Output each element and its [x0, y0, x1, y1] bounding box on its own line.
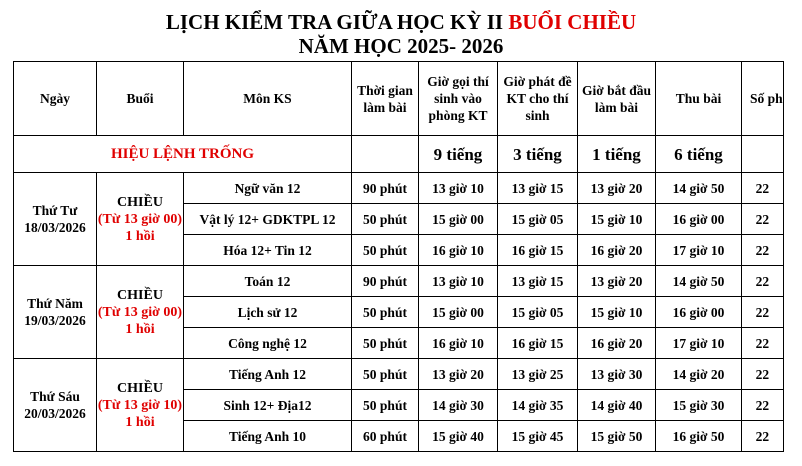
subject-cell: Vật lý 12+ GDKTPL 12 — [184, 204, 352, 235]
start-time-cell: 15 giờ 10 — [578, 204, 656, 235]
subject-cell: Toán 12 — [184, 266, 352, 297]
collect-time-cell: 15 giờ 30 — [656, 390, 742, 421]
start-time-cell: 13 giờ 30 — [578, 359, 656, 390]
day-date: 19/03/2026 — [24, 313, 86, 328]
signal-start: 1 tiếng — [578, 136, 656, 173]
rooms-cell: 22 — [742, 359, 784, 390]
duration-cell: 50 phút — [352, 235, 419, 266]
header-subject: Môn KS — [184, 62, 352, 136]
header-call-time: Giờ gọi thí sinh vào phòng KT — [419, 62, 498, 136]
distribute-time-cell: 16 giờ 15 — [498, 328, 578, 359]
signal-label: HIỆU LỆNH TRỐNG — [14, 136, 352, 173]
exam-schedule-table — [13, 61, 784, 452]
table-row — [14, 359, 784, 390]
session-signal: 1 hồi — [125, 414, 155, 430]
rooms-cell: 22 — [742, 173, 784, 204]
table-row — [14, 173, 784, 204]
header-duration: Thời gian làm bài — [352, 62, 419, 136]
call-time-cell: 16 giờ 10 — [419, 235, 498, 266]
session-cell — [97, 173, 184, 266]
header-start-time: Giờ bắt đầu làm bài — [578, 62, 656, 136]
collect-time-cell: 16 giờ 00 — [656, 297, 742, 328]
duration-cell: 90 phút — [352, 173, 419, 204]
duration-cell: 50 phút — [352, 390, 419, 421]
session-name: CHIỀU — [117, 287, 163, 303]
header-session: Buổi — [97, 62, 184, 136]
call-time-cell: 15 giờ 40 — [419, 421, 498, 452]
rooms-cell: 22 — [742, 328, 784, 359]
title-highlight: BUỔI CHIỀU — [508, 10, 637, 34]
collect-time-cell: 14 giờ 20 — [656, 359, 742, 390]
day-name: Thứ Năm — [27, 296, 83, 311]
distribute-time-cell: 15 giờ 45 — [498, 421, 578, 452]
duration-cell: 50 phút — [352, 359, 419, 390]
distribute-time-cell: 15 giờ 05 — [498, 204, 578, 235]
table-header-row — [14, 62, 784, 136]
start-time-cell: 16 giờ 20 — [578, 235, 656, 266]
collect-time-cell: 14 giờ 50 — [656, 173, 742, 204]
collect-time-cell: 14 giờ 50 — [656, 266, 742, 297]
rooms-cell: 22 — [742, 266, 784, 297]
duration-cell: 50 phút — [352, 328, 419, 359]
title-prefix: LỊCH KIỂM TRA GIỮA HỌC KỲ II — [165, 10, 509, 34]
start-time-cell: 14 giờ 40 — [578, 390, 656, 421]
duration-cell: 90 phút — [352, 266, 419, 297]
call-time-cell: 16 giờ 10 — [419, 328, 498, 359]
subject-cell: Công nghệ 12 — [184, 328, 352, 359]
day-cell — [14, 266, 97, 359]
header-distribute-time: Giờ phát đề KT cho thí sinh — [498, 62, 578, 136]
start-time-cell: 15 giờ 10 — [578, 297, 656, 328]
distribute-time-cell: 16 giờ 15 — [498, 235, 578, 266]
session-signal: 1 hồi — [125, 321, 155, 337]
session-cell — [97, 359, 184, 452]
call-time-cell: 14 giờ 30 — [419, 390, 498, 421]
start-time-cell: 13 giờ 20 — [578, 173, 656, 204]
session-name: CHIỀU — [117, 194, 163, 210]
collect-time-cell: 16 giờ 50 — [656, 421, 742, 452]
subject-cell: Ngữ văn 12 — [184, 173, 352, 204]
call-time-cell: 13 giờ 10 — [419, 266, 498, 297]
collect-time-cell: 17 giờ 10 — [656, 235, 742, 266]
day-date: 18/03/2026 — [24, 220, 86, 235]
rooms-cell: 22 — [742, 421, 784, 452]
header-date: Ngày — [14, 62, 97, 136]
rooms-cell: 22 — [742, 235, 784, 266]
start-time-cell: 15 giờ 50 — [578, 421, 656, 452]
signal-empty-cell — [742, 136, 784, 173]
call-time-cell: 13 giờ 10 — [419, 173, 498, 204]
call-time-cell: 13 giờ 20 — [419, 359, 498, 390]
day-date: 20/03/2026 — [24, 406, 86, 421]
duration-cell: 50 phút — [352, 204, 419, 235]
distribute-time-cell: 13 giờ 15 — [498, 266, 578, 297]
distribute-time-cell: 15 giờ 05 — [498, 297, 578, 328]
session-name: CHIỀU — [117, 380, 163, 396]
duration-cell: 60 phút — [352, 421, 419, 452]
distribute-time-cell: 13 giờ 15 — [498, 173, 578, 204]
session-time: (Từ 13 giờ 00) — [97, 304, 183, 320]
subject-cell: Tiếng Anh 12 — [184, 359, 352, 390]
distribute-time-cell: 13 giờ 25 — [498, 359, 578, 390]
start-time-cell: 13 giờ 20 — [578, 266, 656, 297]
call-time-cell: 15 giờ 00 — [419, 204, 498, 235]
distribute-time-cell: 14 giờ 35 — [498, 390, 578, 421]
subject-cell: Tiếng Anh 10 — [184, 421, 352, 452]
day-cell — [14, 359, 97, 452]
signal-empty-cell — [352, 136, 419, 173]
rooms-cell: 22 — [742, 204, 784, 235]
table-row — [14, 266, 784, 297]
session-time: (Từ 13 giờ 10) — [97, 397, 183, 413]
duration-cell: 50 phút — [352, 297, 419, 328]
subject-cell: Hóa 12+ Tin 12 — [184, 235, 352, 266]
signal-row — [14, 136, 784, 173]
collect-time-cell: 17 giờ 10 — [656, 328, 742, 359]
session-time: (Từ 13 giờ 00) — [97, 211, 183, 227]
signal-collect: 6 tiếng — [656, 136, 742, 173]
rooms-cell: 22 — [742, 390, 784, 421]
day-name: Thứ Sáu — [30, 389, 80, 404]
day-name: Thứ Tư — [32, 203, 78, 218]
start-time-cell: 16 giờ 20 — [578, 328, 656, 359]
header-collect-time: Thu bài — [656, 62, 742, 136]
subject-cell: Sinh 12+ Địa12 — [184, 390, 352, 421]
page-subtitle: NĂM HỌC 2025- 2026 — [298, 34, 504, 58]
signal-distribute: 3 tiếng — [498, 136, 578, 173]
session-signal: 1 hồi — [125, 228, 155, 244]
signal-call: 9 tiếng — [419, 136, 498, 173]
collect-time-cell: 16 giờ 00 — [656, 204, 742, 235]
rooms-cell: 22 — [742, 297, 784, 328]
header-rooms: Số ph — [742, 62, 784, 136]
session-cell — [97, 266, 184, 359]
subject-cell: Lịch sử 12 — [184, 297, 352, 328]
day-cell — [14, 173, 97, 266]
call-time-cell: 15 giờ 00 — [419, 297, 498, 328]
page-title — [0, 10, 802, 34]
